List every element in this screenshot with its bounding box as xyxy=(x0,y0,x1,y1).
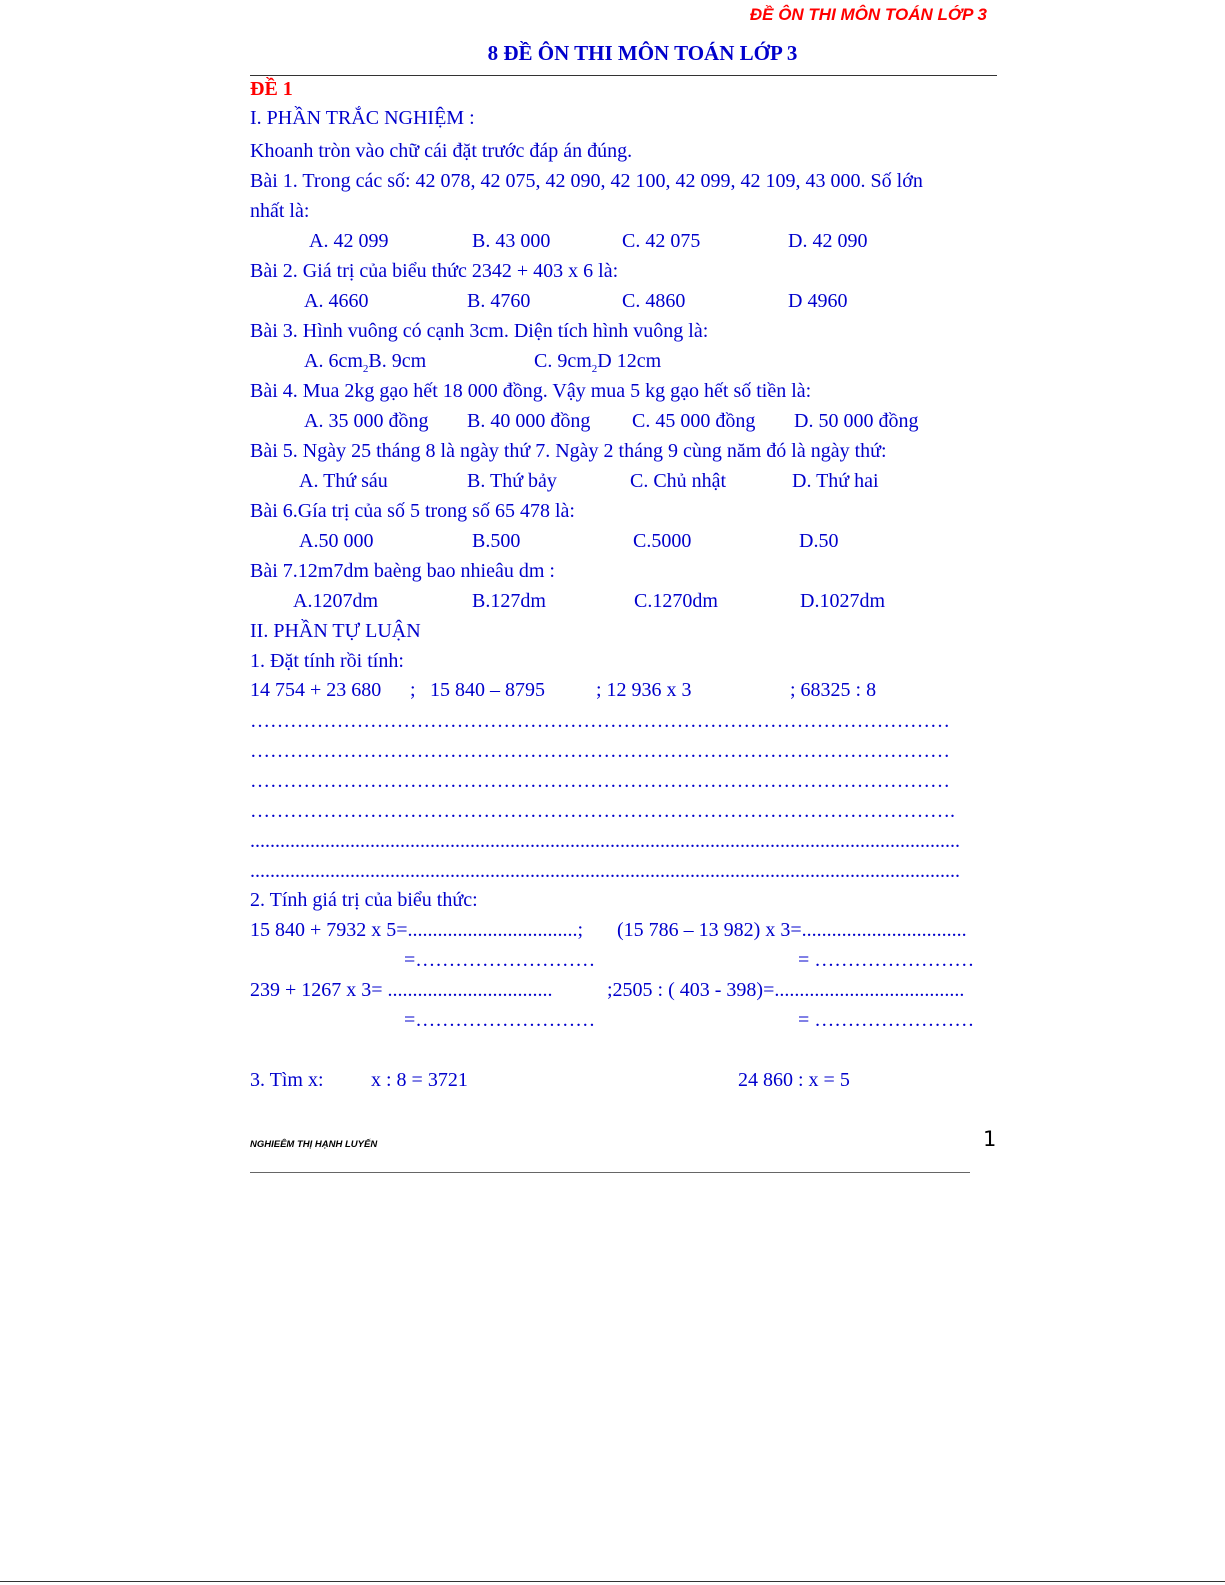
exercise2-row3-left: 239 + 1267 x 3= ................................. xyxy=(250,979,553,1001)
q4-option-a: A. 35 000 đồng xyxy=(304,410,429,432)
footer-author: NGHIEÊM THỊ HẠNH LUYẾN xyxy=(250,1139,378,1150)
q6-option-a: A.50 000 xyxy=(299,530,374,552)
q4-option-d: D. 50 000 đồng xyxy=(794,410,919,432)
answer-line-5: .............................................................................................................................................. xyxy=(250,830,960,852)
exercise2-row2-right: = …………………… xyxy=(798,949,975,971)
answer-line-4: ……………………………………………………………………………………………. xyxy=(250,800,955,822)
q5-option-a: A. Thứ sáu xyxy=(299,470,388,492)
q5-option-c: C. Chủ nhật xyxy=(630,470,727,492)
q4-text: Bài 4. Mua 2kg gạo hết 18 000 đồng. Vậy mua 5 kg gạo hết số tiền là: xyxy=(250,380,812,402)
exercise2-row3-right: ;2505 : ( 403 - 398)=...................................... xyxy=(607,979,965,1001)
q1-text-cont: nhất là: xyxy=(250,200,310,222)
q2-option-d: D 4960 xyxy=(788,290,848,312)
q3-option-c: C. 9cm xyxy=(534,350,592,372)
exercise3-label: 3. Tìm x: xyxy=(250,1069,324,1091)
answer-line-6: .............................................................................................................................................. xyxy=(250,860,960,882)
exercise3-equation1: x : 8 = 3721 xyxy=(371,1069,468,1091)
q6-option-d: D.50 xyxy=(799,530,839,552)
answer-line-1: …………………………………………………………………………………………… xyxy=(250,710,950,732)
answer-line-3: …………………………………………………………………………………………… xyxy=(250,770,950,792)
q1-option-a: A. 42 099 xyxy=(309,230,389,252)
exercise1-title: 1. Đặt tính rồi tính: xyxy=(250,650,404,672)
footer-rule xyxy=(250,1172,970,1173)
document-title: 8 ĐỀ ÔN THI MÔN TOÁN LỚP 3 xyxy=(487,41,798,65)
header-rule xyxy=(250,75,997,76)
q5-option-d: D. Thứ hai xyxy=(792,470,879,492)
part2-heading: II. PHẦN TỰ LUẬN xyxy=(250,620,421,642)
exercise2-row1-right: (15 786 – 13 982) x 3=................................. xyxy=(617,919,967,941)
section-label: ĐỀ 1 xyxy=(250,78,293,100)
page-number: 1 xyxy=(983,1127,997,1151)
exercise2-row2-left: =……………………… xyxy=(404,949,596,971)
q5-option-b: B. Thứ bảy xyxy=(467,470,557,492)
q6-option-b: B.500 xyxy=(472,530,521,552)
q7-option-d: D.1027dm xyxy=(800,590,885,612)
exercise1-separator: ; xyxy=(410,679,416,701)
q1-option-b: B. 43 000 xyxy=(472,230,551,252)
q3-option-a: A. 6cm xyxy=(304,350,363,372)
answer-line-2: …………………………………………………………………………………………… xyxy=(250,740,950,762)
exercise2-row1-left: 15 840 + 7932 x 5=..................................; xyxy=(250,919,584,941)
q3-text: Bài 3. Hình vuông có cạnh 3cm. Diện tích hình vuông là: xyxy=(250,320,709,342)
exercise3-equation2: 24 860 : x = 5 xyxy=(738,1069,850,1091)
exercise1-expr3: ; 12 936 x 3 xyxy=(596,679,692,701)
q4-option-b: B. 40 000 đồng xyxy=(467,410,591,432)
q2-option-b: B. 4760 xyxy=(467,290,531,312)
q7-text: Bài 7.12m7dm baèng bao nhieâu dm : xyxy=(250,560,555,582)
q1-option-c: C. 42 075 xyxy=(622,230,701,252)
q5-text: Bài 5. Ngày 25 tháng 8 là ngày thứ 7. Ngày 2 tháng 9 cùng năm đó là ngày thứ: xyxy=(250,440,887,462)
exercise1-expr2: 15 840 – 8795 xyxy=(430,679,545,701)
page-bottom-edge xyxy=(0,1581,1225,1582)
q4-option-c: C. 45 000 đồng xyxy=(632,410,756,432)
exercise1-expr1: 14 754 + 23 680 xyxy=(250,679,382,701)
running-header: ĐỀ ÔN THI MÔN TOÁN LỚP 3 xyxy=(749,5,987,24)
q3-option-d: D 12cm xyxy=(597,350,662,372)
q3-option-b: B. 9cm xyxy=(368,350,427,372)
exercise1-expr4: ; 68325 : 8 xyxy=(790,679,877,701)
q6-text: Bài 6.Gía trị của số 5 trong số 65 478 là: xyxy=(250,500,575,522)
instruction: Khoanh tròn vào chữ cái đặt trước đáp án đúng. xyxy=(250,140,633,162)
q7-option-a: A.1207dm xyxy=(293,590,378,612)
q2-option-c: C. 4860 xyxy=(622,290,686,312)
q2-text: Bài 2. Giá trị của biểu thức 2342 + 403 x 6 là: xyxy=(250,260,619,282)
part1-heading: I. PHẦN TRẮC NGHIỆM : xyxy=(250,107,475,129)
q3-option-c-superscript: 2 xyxy=(591,363,598,375)
q3-options-ab xyxy=(304,350,426,375)
exercise2-title: 2. Tính giá trị của biểu thức: xyxy=(250,889,478,911)
q6-option-c: C.5000 xyxy=(633,530,692,552)
exercise2-row4-left: =……………………… xyxy=(404,1009,596,1031)
q7-option-c: C.1270dm xyxy=(634,590,718,612)
q1-option-d: D. 42 090 xyxy=(788,230,868,252)
q2-option-a: A. 4660 xyxy=(304,290,369,312)
q1-text: Bài 1. Trong các số: 42 078, 42 075, 42 090, 42 100, 42 099, 42 109, 43 000. Số lớn xyxy=(250,170,923,192)
q3-options-cd xyxy=(534,350,661,375)
q3-option-a-superscript: 2 xyxy=(362,363,369,375)
exercise2-row4-right: = …………………… xyxy=(798,1009,975,1031)
q7-option-b: B.127dm xyxy=(472,590,546,612)
